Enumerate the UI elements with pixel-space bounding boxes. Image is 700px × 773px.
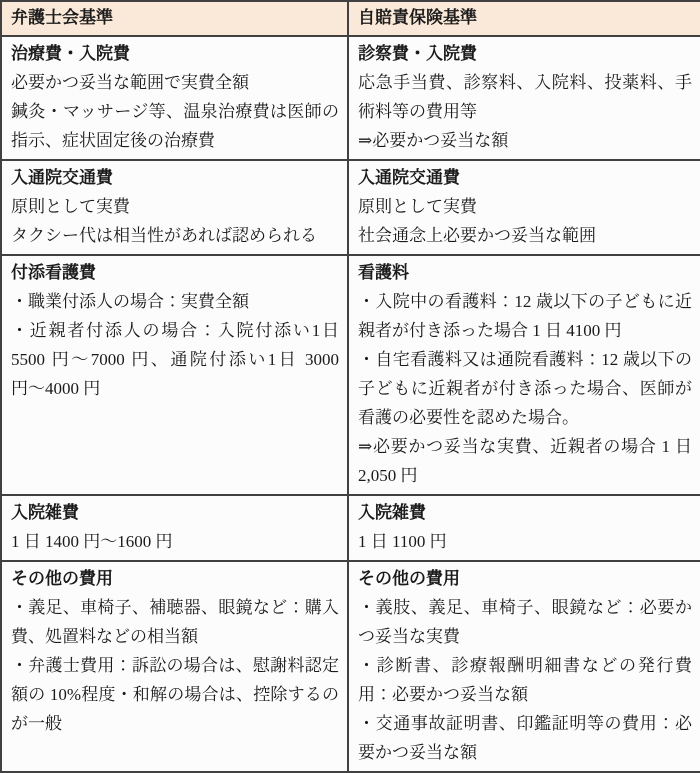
cell-text: ・義肢、義足、車椅子、眼鏡など：必要かつ妥当な実費: [358, 598, 692, 646]
table-row-other-fees: [1, 561, 700, 772]
cell-title: 入通院交通費: [11, 168, 113, 187]
cell-text: 必要かつ妥当な範囲で実費全額: [11, 73, 249, 92]
cell-text: ⇒必要かつ妥当な額: [358, 131, 509, 150]
cell-lawyer-misc: [1, 495, 348, 561]
cell-jibaiseki-treatment: [348, 36, 700, 160]
cell-jibaiseki-nursing: [348, 255, 700, 495]
cell-lawyer-other: [1, 561, 348, 772]
cell-text: ・入院中の看護料：12 歳以下の子どもに近親者が付き添った場合 1 日 4100 円: [358, 292, 692, 340]
cell-lawyer-treatment: [1, 36, 348, 160]
cell-text: 1 日 1400 円〜1600 円: [11, 532, 173, 551]
table-row-nursing-fees: [1, 255, 700, 495]
cell-text: ・自宅看護料又は通院看護料：12 歳以下の子どもに近親者が付き添った場合、医師が看護の必要性を認めた場合。: [358, 350, 692, 427]
cell-text: ・交通事故証明書、印鑑証明等の費用：必要かつ妥当な額: [358, 714, 692, 762]
table-row-transport-fees: [1, 160, 700, 255]
cell-title: 付添看護費: [11, 263, 96, 282]
cell-jibaiseki-misc: [348, 495, 700, 561]
table-row-treatment-fees: [1, 36, 700, 160]
cell-text: 社会通念上必要かつ妥当な範囲: [358, 226, 596, 245]
cell-title: その他の費用: [11, 569, 113, 588]
cell-text: ・義足、車椅子、補聴器、眼鏡など：購入費、処置料などの相当額: [11, 598, 339, 646]
cell-title: 入院雑費: [358, 503, 426, 522]
cell-lawyer-transport: [1, 160, 348, 255]
cell-lawyer-nursing: [1, 255, 348, 495]
cell-text: ・近親者付添人の場合：入院付添い1日 5500 円〜7000 円、通院付添い1日 3000 円〜4000 円: [11, 321, 339, 398]
header-cell-lawyer-standard: 弁護士会基準: [1, 1, 348, 36]
table-row-hospital-misc-fees: [1, 495, 700, 561]
cell-title: その他の費用: [358, 569, 460, 588]
cell-text: ⇒必要かつ妥当な実費、近親者の場合 1 日 2,050 円: [358, 437, 692, 485]
cell-text: 応急手当費、診察料、入院料、投薬料、手術料等の費用等: [358, 73, 692, 121]
cell-text: ・診断書、診療報酬明細書などの発行費用：必要かつ妥当な額: [358, 656, 692, 704]
cell-text: ・弁護士費用：訴訟の場合は、慰謝料認定額の 10%程度・和解の場合は、控除するのが一般: [11, 656, 339, 733]
cell-text: 鍼灸・マッサージ等、温泉治療費は医師の指示、症状固定後の治療費: [11, 102, 339, 150]
cell-text: タクシー代は相当性があれば認められる: [11, 226, 317, 245]
table-header-row: [1, 1, 700, 36]
cell-jibaiseki-other: [348, 561, 700, 772]
cell-text: ・職業付添人の場合：実費全額: [11, 292, 249, 311]
cell-text: 原則として実費: [358, 197, 477, 216]
cell-title: 看護料: [358, 263, 409, 282]
cell-text: 1 日 1100 円: [358, 532, 447, 551]
cell-title: 入院雑費: [11, 503, 79, 522]
header-cell-jibaiseki-standard: 自賠責保険基準: [348, 1, 700, 36]
cell-jibaiseki-transport: [348, 160, 700, 255]
cell-title: 診察費・入院費: [358, 44, 477, 63]
cell-title: 入通院交通費: [358, 168, 460, 187]
cell-title: 治療費・入院費: [11, 44, 130, 63]
cell-text: 原則として実費: [11, 197, 130, 216]
